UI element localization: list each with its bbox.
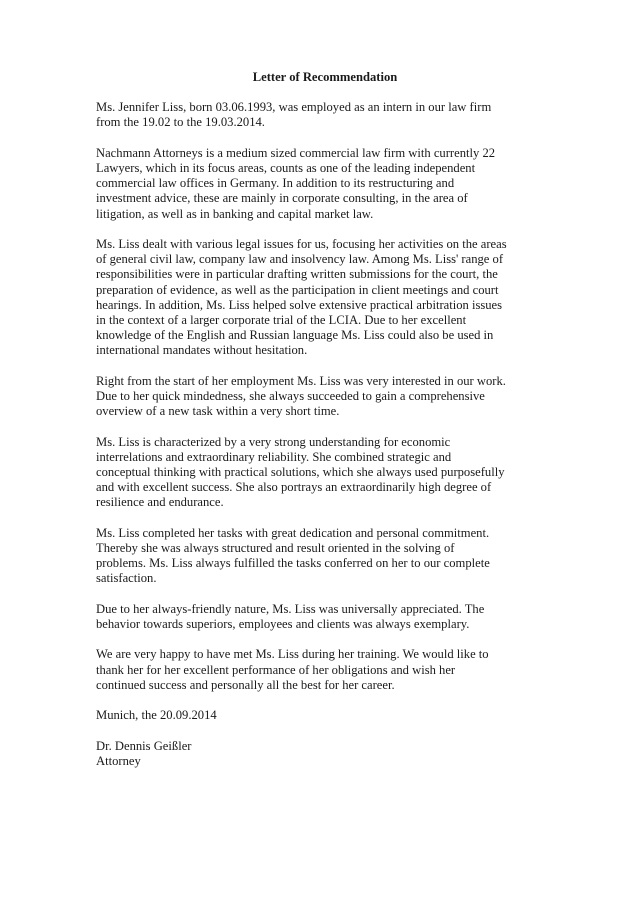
text-line: Ms. Liss completed her tasks with great dedication and personal commitment. bbox=[96, 525, 490, 540]
text-line: Ms. Jennifer Liss, born 03.06.1993, was employed as an intern in our law firm bbox=[96, 100, 492, 115]
paragraph-responsibilities bbox=[96, 237, 554, 359]
paragraph-intern-period bbox=[96, 100, 554, 130]
paragraph-interest bbox=[96, 374, 554, 420]
paragraph-characterization bbox=[96, 435, 554, 511]
letter-title: Letter of Recommendation bbox=[252, 70, 398, 84]
text-line: continued success and personally all the best for her career. bbox=[96, 677, 395, 692]
text-line: Thereby she was always structured and result oriented in the solving of bbox=[96, 541, 455, 556]
text-line: problems. Ms. Liss always fulfilled the tasks conferred on her to our complete bbox=[96, 556, 490, 571]
signatory-name: Dr. Dennis Geißler bbox=[96, 738, 192, 753]
paragraph-firm-description bbox=[96, 146, 554, 222]
text-line: investment advice, these are mainly in corporate consulting, in the area of bbox=[96, 191, 468, 206]
text-line: and with excellent success. She also portrays an extraordinarily high degree of bbox=[96, 480, 492, 495]
text-line: knowledge of the English and Russian language Ms. Liss could also be used in bbox=[96, 328, 494, 343]
text-line: behavior towards superiors, employees and clients was always exemplary. bbox=[96, 617, 470, 632]
text-line: preparation of evidence, as well as the participation in client meetings and court bbox=[96, 282, 499, 297]
text-line: Ms. Liss dealt with various legal issues for us, focusing her activities on the areas bbox=[96, 237, 507, 251]
text-line: international mandates without hesitation. bbox=[96, 343, 308, 358]
text-line: resilience and endurance. bbox=[96, 495, 224, 510]
text-line: Right from the start of her employment Ms. Liss was very interested in our work. bbox=[96, 373, 506, 388]
text-line: litigation, as well as in banking and capital market law. bbox=[96, 206, 374, 221]
letter-page bbox=[96, 70, 554, 769]
text-line: Ms. Liss is characterized by a very strong understanding for economic bbox=[96, 434, 451, 449]
text-line: Nachmann Attorneys is a medium sized commercial law firm with currently 22 bbox=[96, 145, 496, 160]
paragraph-closing-wishes bbox=[96, 647, 554, 693]
text-line: overview of a new task within a very short time. bbox=[96, 404, 340, 419]
place-date: Munich, the 20.09.2014 bbox=[96, 708, 217, 723]
text-line: Lawyers, which in its focus areas, counts as one of the leading independent bbox=[96, 161, 476, 175]
signatory-title: Attorney bbox=[96, 753, 141, 768]
text-line: interrelations and extraordinary reliability. She combined strategic and bbox=[96, 449, 452, 464]
text-line: satisfaction. bbox=[96, 571, 157, 586]
text-line: conceptual thinking with practical solutions, which she always used purposefully bbox=[96, 465, 505, 480]
text-line: Due to her always-friendly nature, Ms. Liss was universally appreciated. The bbox=[96, 601, 485, 616]
paragraph-nature bbox=[96, 602, 554, 632]
text-line: commercial law offices in Germany. In addition to its restructuring and bbox=[96, 176, 455, 191]
text-line: hearings. In addition, Ms. Liss helped solve extensive practical arbitration issues bbox=[96, 297, 503, 312]
text-line: thank her for her excellent performance of her obligations and wish her bbox=[96, 662, 456, 677]
text-line: in the context of a larger corporate trial of the LCIA. Due to her excellent bbox=[96, 313, 467, 328]
text-line: Due to her quick mindedness, she always succeeded to gain a comprehensive bbox=[96, 389, 485, 404]
text-line: We are very happy to have met Ms. Liss during her training. We would like to bbox=[96, 647, 489, 662]
paragraph-dedication bbox=[96, 526, 554, 587]
text-line: of general civil law, company law and insolvency law. Among Ms. Liss' range of bbox=[96, 252, 504, 267]
text-line: from the 19.02 to the 19.03.2014. bbox=[96, 115, 265, 130]
signature-block bbox=[96, 739, 554, 769]
text-line: responsibilities were in particular drafting written submissions for the court, the bbox=[96, 267, 498, 282]
